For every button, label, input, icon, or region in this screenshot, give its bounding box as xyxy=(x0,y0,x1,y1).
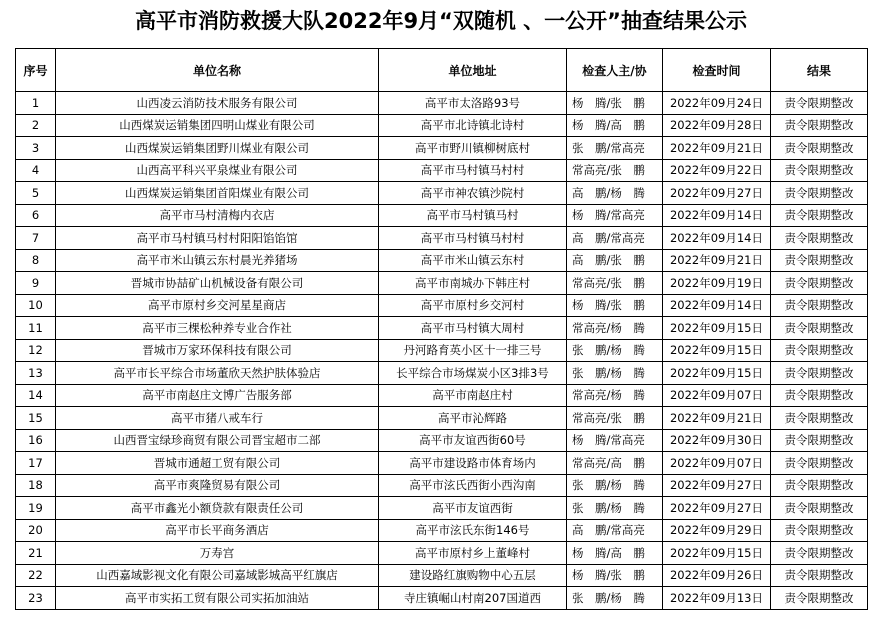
cell-unit-address: 高平市神农镇沙院村 xyxy=(379,182,567,205)
cell-index: 20 xyxy=(16,519,56,542)
cell-result: 责令限期整改 xyxy=(771,92,868,115)
cell-unit-address: 丹河路育英小区十一排三号 xyxy=(379,339,567,362)
table-row xyxy=(16,272,868,295)
cell-inspection-time: 2022年09月15日 xyxy=(663,542,771,565)
cell-unit-address: 高平市建设路市体育场内 xyxy=(379,452,567,475)
cell-result: 责令限期整改 xyxy=(771,227,868,250)
cell-result: 责令限期整改 xyxy=(771,587,868,610)
cell-unit-name: 高平市马村镇马村村阳阳馅馅馆 xyxy=(56,227,379,250)
cell-result: 责令限期整改 xyxy=(771,384,868,407)
table-row xyxy=(16,587,868,610)
cell-index: 5 xyxy=(16,182,56,205)
cell-unit-address: 高平市北诗镇北诗村 xyxy=(379,114,567,137)
table-row xyxy=(16,474,868,497)
cell-unit-name: 高平市长平综合市场董欣天然护肤体验店 xyxy=(56,362,379,385)
cell-result: 责令限期整改 xyxy=(771,474,868,497)
cell-unit-address: 高平市友谊西街60号 xyxy=(379,429,567,452)
cell-index: 21 xyxy=(16,542,56,565)
table-row xyxy=(16,137,868,160)
cell-unit-address: 高平市原村乡交河村 xyxy=(379,294,567,317)
cell-inspection-time: 2022年09月24日 xyxy=(663,92,771,115)
header-inspection-time: 检查时间 xyxy=(663,49,771,92)
cell-inspectors: 张 鹏/杨 腾 xyxy=(567,587,663,610)
cell-inspectors: 高 鹏/常高亮 xyxy=(567,227,663,250)
cell-inspectors: 高 鹏/张 鹏 xyxy=(567,249,663,272)
cell-unit-name: 晋城市万家环保科技有限公司 xyxy=(56,339,379,362)
cell-unit-address: 高平市友谊西街 xyxy=(379,497,567,520)
header-index: 序号 xyxy=(16,49,56,92)
header-unit-name: 单位名称 xyxy=(56,49,379,92)
table-row xyxy=(16,317,868,340)
cell-index: 22 xyxy=(16,564,56,587)
cell-result: 责令限期整改 xyxy=(771,339,868,362)
cell-unit-address: 高平市南赵庄村 xyxy=(379,384,567,407)
results-table xyxy=(15,48,868,610)
table-row xyxy=(16,564,868,587)
cell-unit-name: 山西煤炭运销集团首阳煤业有限公司 xyxy=(56,182,379,205)
table-row xyxy=(16,542,868,565)
cell-unit-name: 山西凌云消防技术服务有限公司 xyxy=(56,92,379,115)
cell-index: 6 xyxy=(16,204,56,227)
table-row xyxy=(16,384,868,407)
cell-inspection-time: 2022年09月21日 xyxy=(663,249,771,272)
cell-unit-address: 建设路红旗购物中心五层 xyxy=(379,564,567,587)
table-row xyxy=(16,182,868,205)
cell-inspection-time: 2022年09月27日 xyxy=(663,497,771,520)
cell-inspectors: 常高亮/张 鹏 xyxy=(567,407,663,430)
cell-inspection-time: 2022年09月15日 xyxy=(663,317,771,340)
cell-unit-name: 山西晋宝绿珍商贸有限公司晋宝超市二部 xyxy=(56,429,379,452)
cell-unit-name: 高平市马村清梅内衣店 xyxy=(56,204,379,227)
cell-index: 17 xyxy=(16,452,56,475)
cell-index: 8 xyxy=(16,249,56,272)
cell-index: 18 xyxy=(16,474,56,497)
cell-index: 2 xyxy=(16,114,56,137)
cell-result: 责令限期整改 xyxy=(771,519,868,542)
cell-inspectors: 杨 腾/常高亮 xyxy=(567,429,663,452)
table-row xyxy=(16,407,868,430)
cell-inspectors: 常高亮/杨 腾 xyxy=(567,317,663,340)
cell-unit-name: 高平市长平商务酒店 xyxy=(56,519,379,542)
cell-inspectors: 张 鹏/杨 腾 xyxy=(567,474,663,497)
cell-unit-address: 高平市马村镇马村村 xyxy=(379,227,567,250)
table-row xyxy=(16,159,868,182)
cell-unit-address: 高平市米山镇云东村 xyxy=(379,249,567,272)
cell-result: 责令限期整改 xyxy=(771,542,868,565)
cell-inspectors: 张 鹏/常高亮 xyxy=(567,137,663,160)
cell-inspection-time: 2022年09月28日 xyxy=(663,114,771,137)
cell-inspection-time: 2022年09月21日 xyxy=(663,137,771,160)
cell-inspectors: 杨 腾/高 鹏 xyxy=(567,114,663,137)
cell-index: 9 xyxy=(16,272,56,295)
cell-index: 1 xyxy=(16,92,56,115)
table-body xyxy=(16,92,868,610)
cell-result: 责令限期整改 xyxy=(771,564,868,587)
cell-inspection-time: 2022年09月14日 xyxy=(663,294,771,317)
cell-inspectors: 常高亮/张 鹏 xyxy=(567,159,663,182)
cell-unit-address: 寺庄镇崛山村南207国道西 xyxy=(379,587,567,610)
cell-inspectors: 张 鹏/杨 腾 xyxy=(567,362,663,385)
cell-index: 19 xyxy=(16,497,56,520)
table-row xyxy=(16,429,868,452)
cell-result: 责令限期整改 xyxy=(771,362,868,385)
table-row xyxy=(16,249,868,272)
cell-result: 责令限期整改 xyxy=(771,114,868,137)
cell-result: 责令限期整改 xyxy=(771,272,868,295)
cell-inspection-time: 2022年09月15日 xyxy=(663,362,771,385)
header-unit-address: 单位地址 xyxy=(379,49,567,92)
cell-unit-name: 晋城市通超工贸有限公司 xyxy=(56,452,379,475)
cell-unit-name: 高平市实拓工贸有限公司实拓加油站 xyxy=(56,587,379,610)
cell-inspectors: 高 鹏/杨 腾 xyxy=(567,182,663,205)
table-row xyxy=(16,339,868,362)
cell-unit-name: 高平市南赵庄文博广告服务部 xyxy=(56,384,379,407)
cell-unit-address: 高平市南城办下韩庄村 xyxy=(379,272,567,295)
cell-unit-address: 高平市马村镇马村 xyxy=(379,204,567,227)
cell-unit-name: 高平市鑫光小额贷款有限责任公司 xyxy=(56,497,379,520)
table-row xyxy=(16,362,868,385)
cell-unit-address: 长平综合市场煤炭小区3排3号 xyxy=(379,362,567,385)
cell-result: 责令限期整改 xyxy=(771,497,868,520)
cell-index: 7 xyxy=(16,227,56,250)
table-header-row xyxy=(16,49,868,92)
cell-unit-address: 高平市马村镇大周村 xyxy=(379,317,567,340)
cell-unit-address: 高平市泫氏东街146号 xyxy=(379,519,567,542)
cell-unit-address: 高平市原村乡上董峰村 xyxy=(379,542,567,565)
cell-index: 23 xyxy=(16,587,56,610)
table-row xyxy=(16,92,868,115)
cell-inspectors: 常高亮/高 鹏 xyxy=(567,452,663,475)
cell-unit-name: 高平市米山镇云东村晨光养猪场 xyxy=(56,249,379,272)
cell-unit-address: 高平市野川镇柳树底村 xyxy=(379,137,567,160)
page-title: 高平市消防救援大队2022年9月“双随机 、一公开”抽查结果公示 xyxy=(135,9,747,33)
cell-inspection-time: 2022年09月27日 xyxy=(663,474,771,497)
cell-unit-name: 山西煤炭运销集团四明山煤业有限公司 xyxy=(56,114,379,137)
cell-unit-address: 高平市马村镇马村村 xyxy=(379,159,567,182)
cell-result: 责令限期整改 xyxy=(771,429,868,452)
cell-index: 14 xyxy=(16,384,56,407)
cell-unit-name: 山西嘉域影视文化有限公司嘉域影城高平红旗店 xyxy=(56,564,379,587)
cell-unit-name: 晋城市协喆矿山机械设备有限公司 xyxy=(56,272,379,295)
cell-result: 责令限期整改 xyxy=(771,294,868,317)
table-row xyxy=(16,114,868,137)
cell-result: 责令限期整改 xyxy=(771,249,868,272)
cell-inspection-time: 2022年09月29日 xyxy=(663,519,771,542)
cell-inspection-time: 2022年09月13日 xyxy=(663,587,771,610)
cell-result: 责令限期整改 xyxy=(771,452,868,475)
cell-inspectors: 杨 腾/张 鹏 xyxy=(567,564,663,587)
cell-index: 13 xyxy=(16,362,56,385)
cell-inspection-time: 2022年09月21日 xyxy=(663,407,771,430)
table-row xyxy=(16,227,868,250)
cell-index: 12 xyxy=(16,339,56,362)
cell-inspectors: 杨 腾/常高亮 xyxy=(567,204,663,227)
cell-inspectors: 高 鹏/常高亮 xyxy=(567,519,663,542)
cell-inspectors: 常高亮/杨 腾 xyxy=(567,384,663,407)
cell-inspectors: 张 鹏/杨 腾 xyxy=(567,497,663,520)
cell-index: 16 xyxy=(16,429,56,452)
cell-inspection-time: 2022年09月22日 xyxy=(663,159,771,182)
cell-result: 责令限期整改 xyxy=(771,317,868,340)
cell-inspectors: 常高亮/张 鹏 xyxy=(567,272,663,295)
cell-inspectors: 张 鹏/杨 腾 xyxy=(567,339,663,362)
cell-unit-address: 高平市太洛路93号 xyxy=(379,92,567,115)
cell-inspection-time: 2022年09月07日 xyxy=(663,452,771,475)
cell-inspection-time: 2022年09月27日 xyxy=(663,182,771,205)
cell-unit-name: 高平市三棵松种养专业合作社 xyxy=(56,317,379,340)
cell-unit-name: 高平市爽隆贸易有限公司 xyxy=(56,474,379,497)
table-row xyxy=(16,294,868,317)
cell-inspection-time: 2022年09月26日 xyxy=(663,564,771,587)
cell-index: 4 xyxy=(16,159,56,182)
cell-unit-address: 高平市沁辉路 xyxy=(379,407,567,430)
cell-inspection-time: 2022年09月14日 xyxy=(663,227,771,250)
cell-unit-name: 山西高平科兴平泉煤业有限公司 xyxy=(56,159,379,182)
cell-index: 11 xyxy=(16,317,56,340)
cell-result: 责令限期整改 xyxy=(771,137,868,160)
cell-result: 责令限期整改 xyxy=(771,159,868,182)
cell-inspection-time: 2022年09月14日 xyxy=(663,204,771,227)
cell-unit-address: 高平市泫氏西街小西沟南 xyxy=(379,474,567,497)
cell-unit-name: 高平市猪八戒车行 xyxy=(56,407,379,430)
cell-unit-name: 山西煤炭运销集团野川煤业有限公司 xyxy=(56,137,379,160)
cell-index: 10 xyxy=(16,294,56,317)
cell-inspection-time: 2022年09月30日 xyxy=(663,429,771,452)
cell-inspectors: 杨 腾/高 鹏 xyxy=(567,542,663,565)
table-row xyxy=(16,497,868,520)
cell-result: 责令限期整改 xyxy=(771,407,868,430)
cell-index: 15 xyxy=(16,407,56,430)
cell-result: 责令限期整改 xyxy=(771,204,868,227)
cell-index: 3 xyxy=(16,137,56,160)
table-row xyxy=(16,452,868,475)
cell-result: 责令限期整改 xyxy=(771,182,868,205)
cell-unit-name: 高平市原村乡交河星星商店 xyxy=(56,294,379,317)
cell-inspectors: 杨 腾/张 鹏 xyxy=(567,92,663,115)
table-row xyxy=(16,519,868,542)
cell-inspection-time: 2022年09月07日 xyxy=(663,384,771,407)
header-result: 结果 xyxy=(771,49,868,92)
cell-inspection-time: 2022年09月15日 xyxy=(663,339,771,362)
cell-inspectors: 杨 腾/张 鹏 xyxy=(567,294,663,317)
header-inspectors: 检查人主/协 xyxy=(567,49,663,92)
table-row xyxy=(16,204,868,227)
cell-unit-name: 万寿宫 xyxy=(56,542,379,565)
cell-inspection-time: 2022年09月19日 xyxy=(663,272,771,295)
